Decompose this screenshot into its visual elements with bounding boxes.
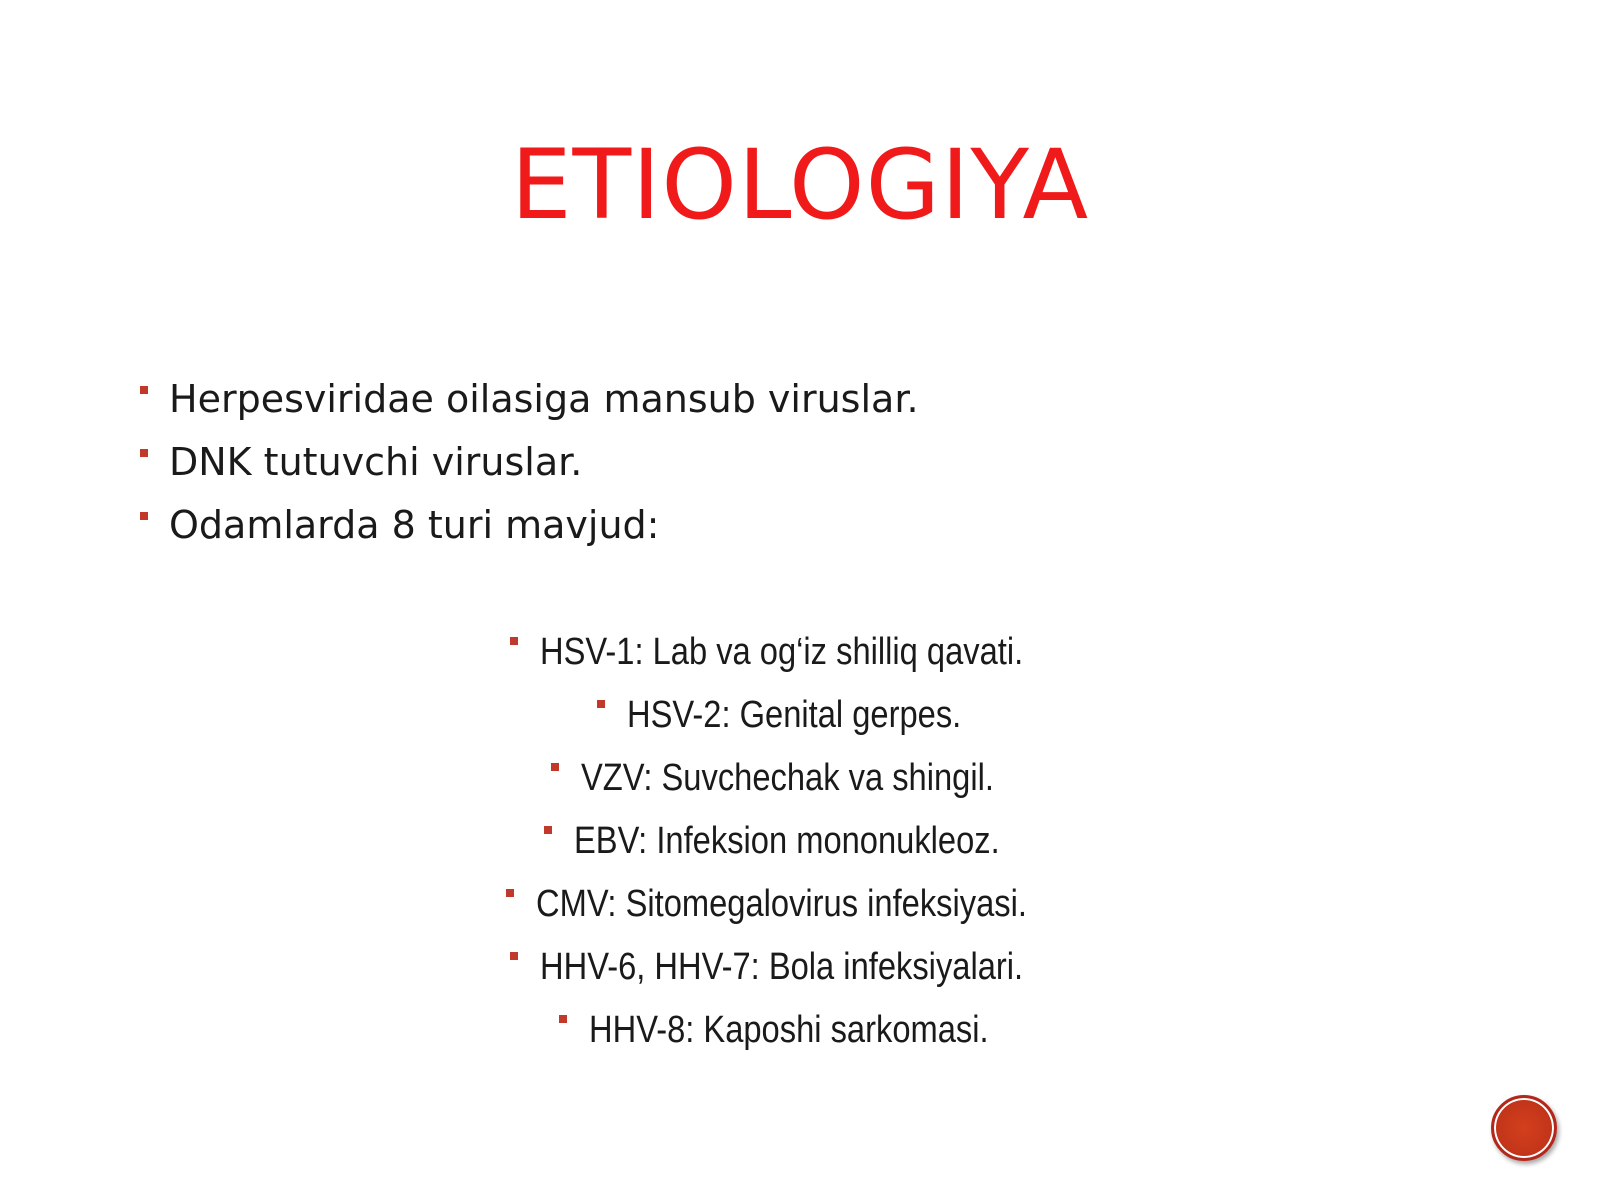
list-item-text: DNK tutuvchi viruslar. bbox=[169, 440, 583, 484]
list-item bbox=[138, 368, 919, 431]
list-item-text: HHV-8: Kaposhi sarkomasi. bbox=[588, 1008, 989, 1051]
list-item bbox=[0, 620, 1600, 683]
square-bullet-icon bbox=[510, 637, 518, 645]
list-item bbox=[0, 872, 1600, 935]
list-item bbox=[0, 998, 1600, 1061]
list-item-text: HSV-1: Lab va og‘iz shilliq qavati. bbox=[540, 630, 1024, 673]
slide-title: ETIOLOGIYA bbox=[510, 129, 1090, 241]
list-item-text: HSV-2: Genital gerpes. bbox=[626, 693, 961, 736]
list-item-text: CMV: Sitomegalovirus infeksiyasi. bbox=[535, 882, 1027, 925]
list-item-text: VZV: Suvchechak va shingil. bbox=[580, 756, 994, 799]
list-item bbox=[138, 431, 919, 494]
list-item-text: HHV-6, HHV-7: Bola infeksiyalari. bbox=[540, 945, 1024, 988]
square-bullet-icon bbox=[544, 826, 552, 834]
square-bullet-icon bbox=[140, 512, 148, 520]
square-bullet-icon bbox=[551, 763, 559, 771]
list-item-text: EBV: Infeksion mononukleoz. bbox=[573, 819, 1000, 862]
list-item-text: Odamlarda 8 turi mavjud: bbox=[169, 503, 660, 547]
main-bullet-list bbox=[138, 368, 919, 557]
list-item bbox=[138, 494, 919, 557]
square-bullet-icon bbox=[140, 386, 148, 394]
circle-button-icon[interactable] bbox=[1491, 1095, 1557, 1161]
list-item bbox=[0, 746, 1600, 809]
square-bullet-icon bbox=[559, 1015, 567, 1023]
list-item-text: Herpesviridae oilasiga mansub viruslar. bbox=[169, 377, 919, 421]
list-item bbox=[0, 935, 1600, 998]
square-bullet-icon bbox=[597, 700, 605, 708]
square-bullet-icon bbox=[510, 952, 518, 960]
list-item bbox=[0, 683, 1600, 746]
square-bullet-icon bbox=[506, 889, 514, 897]
list-item bbox=[0, 809, 1600, 872]
square-bullet-icon bbox=[140, 449, 148, 457]
virus-types-list bbox=[0, 620, 1600, 1061]
